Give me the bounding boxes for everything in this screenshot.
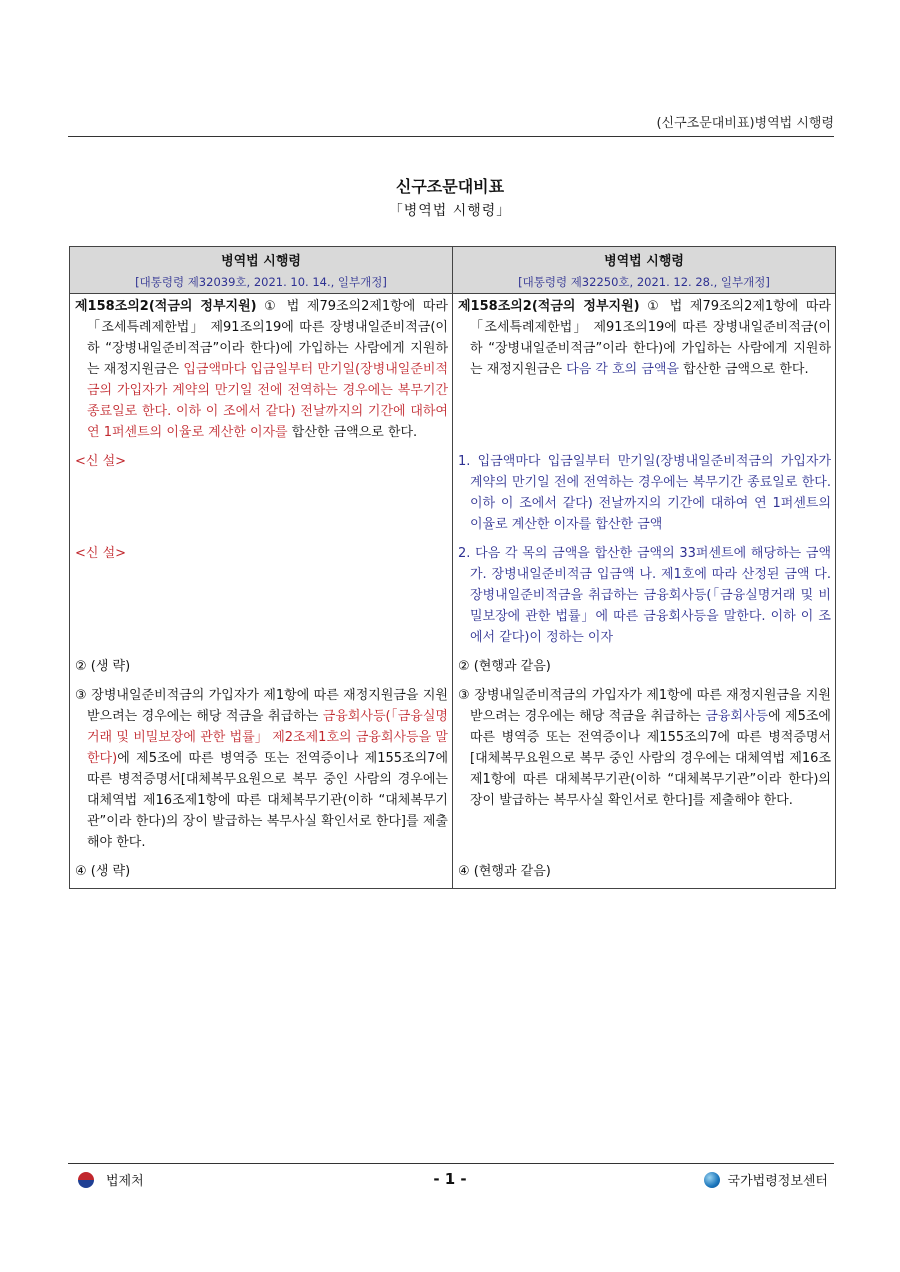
text-segment: ① 법 제79조의2제1항에 따라 「조세특례제한법」 제91조의19에 따른 장병내일준비적금(이하 “장병내일준비적금”이라 한다)에 가입하는 사람에게 지원하는 재정지원금은 [470, 299, 831, 377]
old-cell [70, 654, 453, 683]
new-law-revision: [대통령령 제32250호, 2021. 12. 28., 일부개정] [518, 275, 770, 289]
page-subtitle: 「병역법 시행령」 [388, 203, 512, 219]
deleted-text: 금융회사등(「금융실명거래 및 비밀보장에 관한 법률」 제2조제1호의 금융회사등을 말한다) [87, 709, 448, 766]
new-cell [453, 654, 836, 683]
new-paragraph-3 [458, 685, 831, 811]
new-article-158-2 [458, 296, 831, 380]
text-segment: 합산한 금액으로 한다. [679, 362, 809, 377]
footer-left-label: 법제처 [106, 1174, 144, 1189]
table-row [70, 294, 836, 450]
old-article-158-2 [75, 296, 448, 443]
new-provision-marker: <신 설> [75, 546, 127, 561]
table-row [70, 654, 836, 683]
text-segment: 합산한 금액으로 한다. [287, 425, 418, 440]
article-title: 제158조의2(적금의 정부지원) [458, 299, 640, 314]
new-paragraph-4: ④ (현행과 같음) [458, 864, 551, 879]
new-item-1: 1. 입금액마다 입금일부터 만기일(장병내일준비적금의 가입자가 계약의 만기일 전에 전역하는 경우에는 복무기간 종료일로 한다. 이하 이 조에서 같다) 전날까지의 기간에 대하여 연 1퍼센트의 이율로 계산한 이자를 합산한 금액 [458, 454, 831, 532]
text-segment: ③ 장병내일준비적금의 가입자가 제1항에 따른 재정지원금을 지원받으려는 경우에는 해당 적금을 취급하는 [75, 688, 448, 724]
old-cell [70, 859, 453, 889]
text-segment: 에 제5조에 따른 병역증 또는 전역증이나 제155조의7에 따른 병적증명서[대체복무요원으로 복무 중인 사람의 경우에는 대체역법 제16조제1항에 따른 대체복무기관(이하 “대체복무기관”이라 한다)의 장이 발급하는 복무사실 확인서로 한다]를 제출해야 한다. [87, 751, 448, 850]
old-paragraph-3 [75, 685, 448, 853]
old-cell [70, 449, 453, 541]
doc-header-label: (신구조문대비표)병역법 시행령 [656, 116, 834, 131]
new-provision-marker: <신 설> [75, 454, 127, 469]
new-cell [453, 541, 836, 654]
added-text: 금융회사등 [705, 709, 769, 724]
new-cell [453, 683, 836, 859]
page-number: - 1 - [433, 1170, 467, 1188]
footer-divider [68, 1163, 834, 1164]
table-row [70, 683, 836, 859]
new-paragraph-2: ② (현행과 같음) [458, 659, 551, 674]
table-row [70, 541, 836, 654]
old-law-name: 병역법 시행령 [221, 254, 301, 269]
new-item-2: 2. 다음 각 목의 금액을 합산한 금액의 33퍼센트에 해당하는 금액 가. 장병내일준비적금 입금액 나. 제1호에 따라 산정된 금액 다. 장병내일준비적금을 취급하는 금융회사등(「금융실명거래 및 비밀보장에 관한 법률」에 따른 금융회사등을 말한다. 이하 이 조에서 같다)이 정하는 이자 [458, 546, 831, 645]
old-paragraph-2: ② (생 략) [75, 659, 131, 674]
old-paragraph-4: ④ (생 략) [75, 864, 131, 879]
old-law-revision: [대통령령 제32039호, 2021. 10. 14., 일부개정] [135, 275, 387, 289]
new-cell [453, 859, 836, 889]
text-segment: ③ 장병내일준비적금의 가입자가 제1항에 따른 재정지원금을 지원받으려는 경우에는 해당 적금을 취급하는 [458, 688, 831, 724]
table-row [70, 859, 836, 889]
footer-right-label: 국가법령정보센터 [727, 1174, 828, 1189]
footer-right [704, 1170, 828, 1189]
page-title: 신구조문대비표 [395, 177, 505, 196]
header-divider [68, 136, 834, 137]
new-cell [453, 294, 836, 450]
old-law-header [70, 247, 453, 294]
article-title: 제158조의2(적금의 정부지원) [75, 299, 257, 314]
text-segment: ① 법 제79조의2제1항에 따라 「조세특례제한법」 제91조의19에 따른 장병내일준비적금(이하 “장병내일준비적금”이라 한다)에 가입하는 사람에게 지원하는 재정지원금은 [87, 299, 448, 377]
old-cell [70, 541, 453, 654]
deleted-text: 입금액마다 입금일부터 만기일(장병내일준비적금의 가입자가 계약의 만기일 전에 전역하는 경우에는 복무기간 종료일로 한다. 이하 이 조에서 같다) 전날까지의 기간에 대하여 연 1퍼센트의 이율로 계산한 이자를 [87, 362, 449, 440]
table-row [70, 449, 836, 541]
old-cell [70, 294, 453, 450]
new-law-header [453, 247, 836, 294]
new-cell [453, 449, 836, 541]
law-center-globe-icon [704, 1172, 720, 1188]
added-text: 다음 각 호의 금액을 [566, 362, 680, 377]
text-segment: 에 제5조에 따른 병역증 또는 전역증이나 제155조의7에 따른 병적증명서[대체복무요원으로 복무 중인 사람의 경우에는 대체역법 제16조제1항에 따른 대체복무기관(이하 “대체복무기관”이라 한다)의 장이 발급하는 복무사실 확인서로 한다]를 제출해야 한다. [470, 709, 831, 808]
new-law-name: 병역법 시행령 [604, 254, 684, 269]
old-cell [70, 683, 453, 859]
comparison-table [69, 246, 836, 889]
